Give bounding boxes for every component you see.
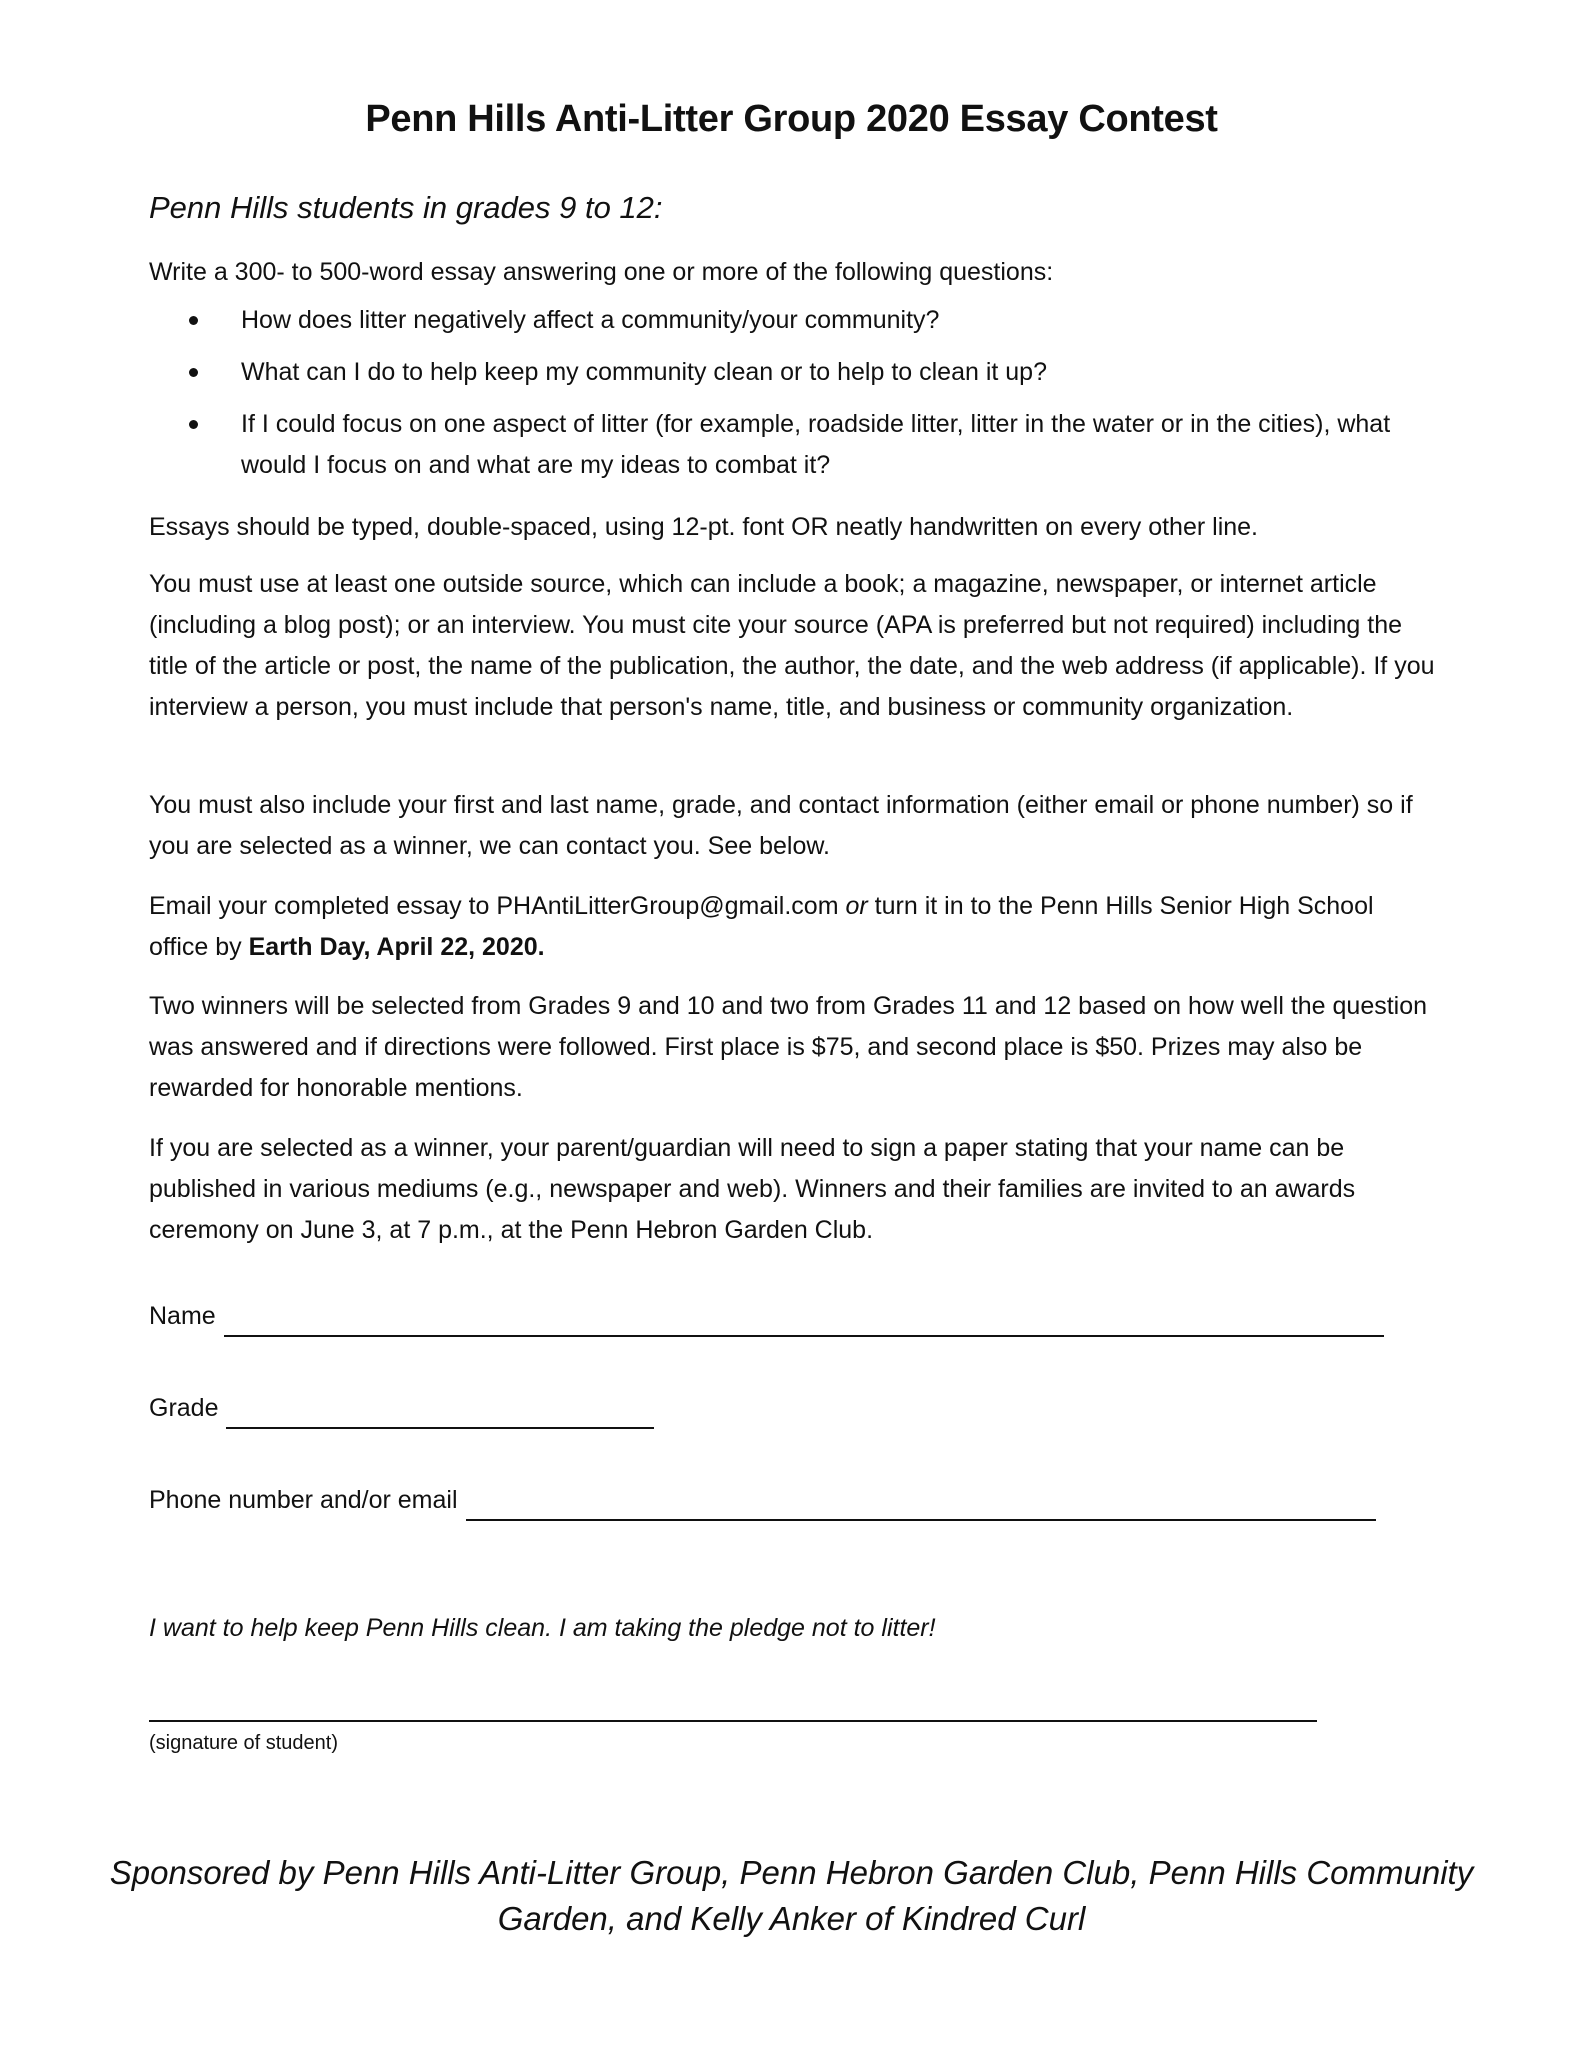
name-label: Name (149, 1302, 216, 1330)
question-text: If I could focus on one aspect of litter (for example, roadside litter, litter in the water or in the cities), what would I focus on and what are my ideas to combat it? (241, 410, 1391, 479)
name-line[interactable] (224, 1305, 1384, 1337)
signature-caption: (signature of student) (149, 1732, 338, 1754)
page-title: Penn Hills Anti-Litter Group 2020 Essay Contest (365, 98, 1218, 140)
list-item (149, 300, 1439, 341)
ceremony-paragraph: If you are selected as a winner, your parent/guardian will need to sign a paper stating that your name can be published in various mediums (e.g., newspaper and web). Winners and their families are invited to an awards ceremony on June 3, at 7 p.m., at the Penn Hebron Garden Club. (149, 1134, 1356, 1244)
signature-line[interactable] (149, 1720, 1317, 1722)
contact-paragraph: You must also include your first and last name, grade, and contact information (either email or phone number) so if you are selected as a winner, we can contact you. See below. (149, 791, 1413, 860)
intro-paragraph: Write a 300- to 500-word essay answering one or more of the following questions: (149, 258, 1054, 286)
contact-label: Phone number and/or email (149, 1486, 458, 1514)
pledge-statement: I want to help keep Penn Hills clean. I am taking the pledge not to litter! (149, 1614, 936, 1642)
winners-paragraph: Two winners will be selected from Grades 9 and 10 and two from Grades 11 and 12 based on how well the question was answered and if directions were followed. First place is $75, and second place is $50. Prizes may also be rewarded for honorable mentions. (149, 992, 1428, 1102)
grade-label: Grade (149, 1394, 219, 1422)
question-text: How does litter negatively affect a community/your community? (241, 306, 940, 334)
contact-field[interactable] (149, 1480, 1376, 1521)
question-list (149, 300, 1439, 497)
sponsors-footer: Sponsored by Penn Hills Anti-Litter Group, Penn Hebron Garden Club, Penn Hills Community Garden, and Kelly Anker of Kindred Curl (109, 1854, 1474, 1937)
format-paragraph: Essays should be typed, double-spaced, using 12-pt. font OR neatly handwritten on every other line. (149, 513, 1258, 541)
bullet-icon (189, 368, 198, 377)
grade-line[interactable] (226, 1397, 654, 1429)
bullet-icon (189, 420, 198, 429)
list-item (149, 404, 1439, 486)
grade-field[interactable] (149, 1388, 654, 1429)
submission-paragraph (149, 886, 1439, 968)
name-field[interactable] (149, 1296, 1384, 1337)
submission-deadline: Earth Day, April 22, 2020. (248, 933, 545, 961)
source-paragraph: You must use at least one outside source, which can include a book; a magazine, newspaper, or internet article (including a blog post); or an interview. You must cite your source (APA is preferred but not required) including the title of the article or post, the name of the publication, the author, the date, and the web address (if applicable). If you interview a person, you must include that person's name, title, and business or community organization. (149, 570, 1435, 721)
submission-prefix: Email your completed essay to PHAntiLitterGroup@gmail.com (149, 892, 846, 920)
submission-middle: turn it in to the Penn Hills Senior High School office by (149, 892, 1374, 961)
audience-subtitle: Penn Hills students in grades 9 to 12: (149, 190, 663, 225)
submission-or: or (845, 892, 868, 920)
question-text: What can I do to help keep my community clean or to help to clean it up? (241, 358, 1047, 386)
list-item (149, 352, 1439, 393)
contact-line[interactable] (466, 1489, 1376, 1521)
bullet-icon (189, 316, 198, 325)
